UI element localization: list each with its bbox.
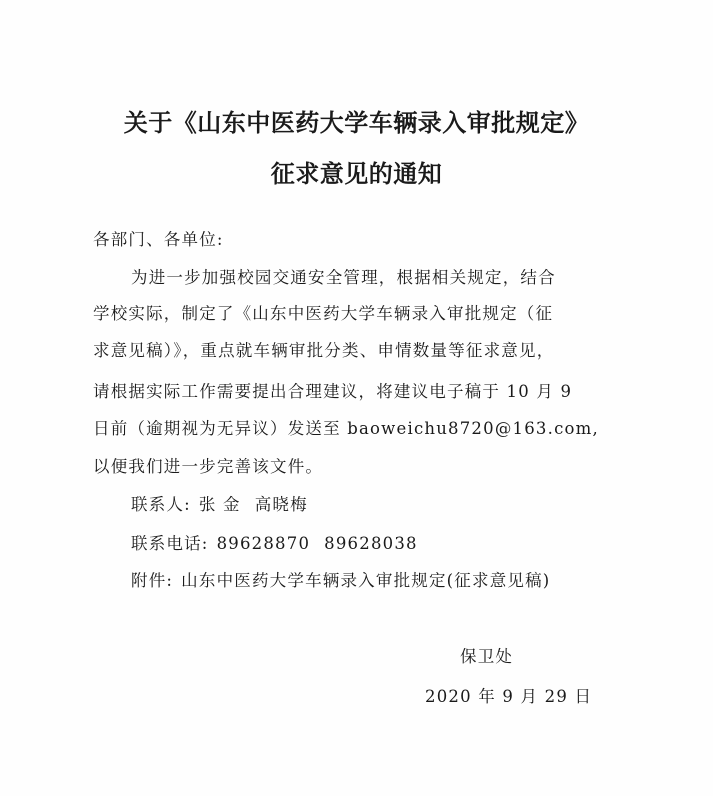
issue-date: 2020 年 9 月 29 日: [425, 687, 593, 706]
contact-person-line: [131, 494, 308, 516]
attachment-line: [131, 570, 550, 592]
body-line-3: 求意见稿）》，重点就车辆审批分类、申情数量等征求意见，: [93, 341, 555, 360]
contact-phone-label: 联系电话:: [131, 534, 209, 553]
contact-phone-number-1: 89628870: [216, 534, 311, 553]
contact-person-label: 联系人:: [131, 495, 191, 514]
contact-person-name-2: 高晓梅: [254, 495, 308, 514]
body-line-6: 以便我们进一步完善该文件。: [93, 457, 324, 476]
sender-department: 保卫处: [460, 647, 514, 666]
attachment-label: 附件:: [131, 571, 174, 590]
notice-title-line-2: 征求意见的通知: [270, 159, 443, 188]
notice-title-line-1: 关于《山东中医药大学车辆录入审批规定》: [123, 108, 590, 137]
body-line-1: 为进一步加强校园交通安全管理，根据相关规定，结合: [131, 268, 556, 287]
contact-phone-line: [131, 533, 418, 555]
contact-phone-number-2: 89628038: [324, 534, 418, 553]
contact-person-name-1: 张 金: [198, 495, 241, 514]
attachment-text: 山东中医药大学车辆录入审批规定(征求意见稿): [181, 571, 551, 590]
salutation: 各部门、各单位:: [93, 230, 224, 249]
body-line-5: 日前（逾期视为无异议）发送至 baoweichu8720@163.com,: [93, 419, 599, 438]
body-line-2: 学校实际，制定了《山东中医药大学车辆录入审批规定（征: [93, 304, 554, 323]
body-line-4: 请根据实际工作需要提出合理建议，将建议电子稿于 10 月 9: [93, 382, 573, 401]
